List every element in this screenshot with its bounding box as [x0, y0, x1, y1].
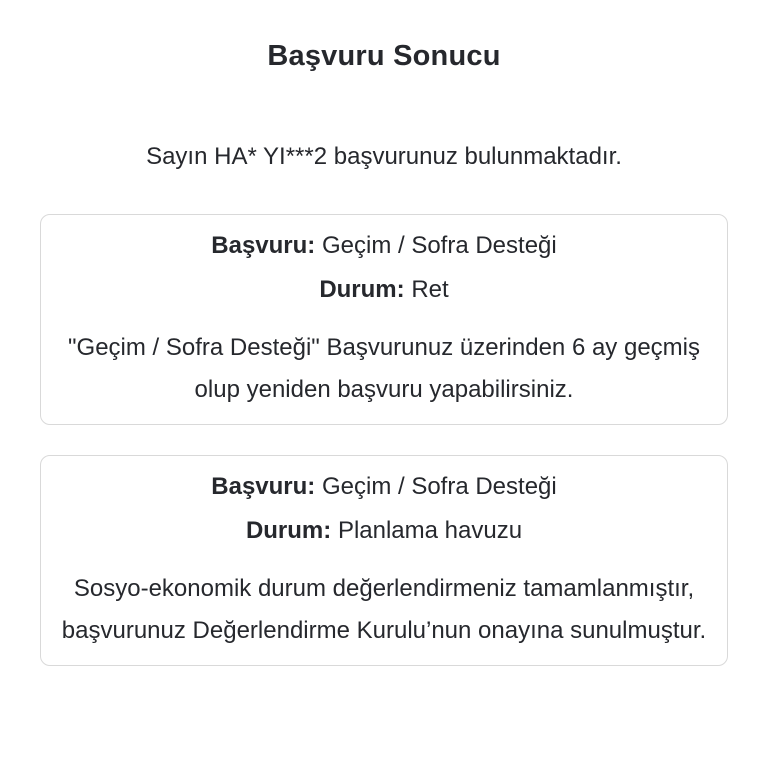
status-line	[61, 268, 707, 312]
status-value: Planlama havuzu	[337, 517, 523, 544]
page-title: Başvuru Sonucu	[267, 40, 501, 72]
application-label: Başvuru:	[211, 473, 316, 500]
application-description: Sosyo-ekonomik durum değerlendirmeniz tamamlanmıştır, başvurunuz Değerlendirme Kurulu’nun onayına sunulmuştur.	[61, 575, 707, 644]
application-line	[61, 224, 707, 268]
application-line	[61, 465, 707, 509]
status-label: Durum:	[319, 276, 405, 303]
application-card-1	[40, 214, 728, 425]
application-description: "Geçim / Sofra Desteği" Başvurunuz üzerinden 6 ay geçmiş olup yeniden başvuru yapabilirsiniz.	[68, 334, 700, 403]
status-value: Ret	[411, 276, 449, 303]
application-label: Başvuru:	[211, 232, 316, 259]
application-card-2	[40, 455, 728, 666]
application-value: Geçim / Sofra Desteği	[321, 232, 557, 259]
greeting-text: Sayın HA* YI***2 başvurunuz bulunmaktadır.	[146, 143, 622, 170]
status-line	[61, 509, 707, 553]
status-label: Durum:	[245, 517, 332, 544]
application-value: Geçim / Sofra Desteği	[321, 473, 557, 500]
